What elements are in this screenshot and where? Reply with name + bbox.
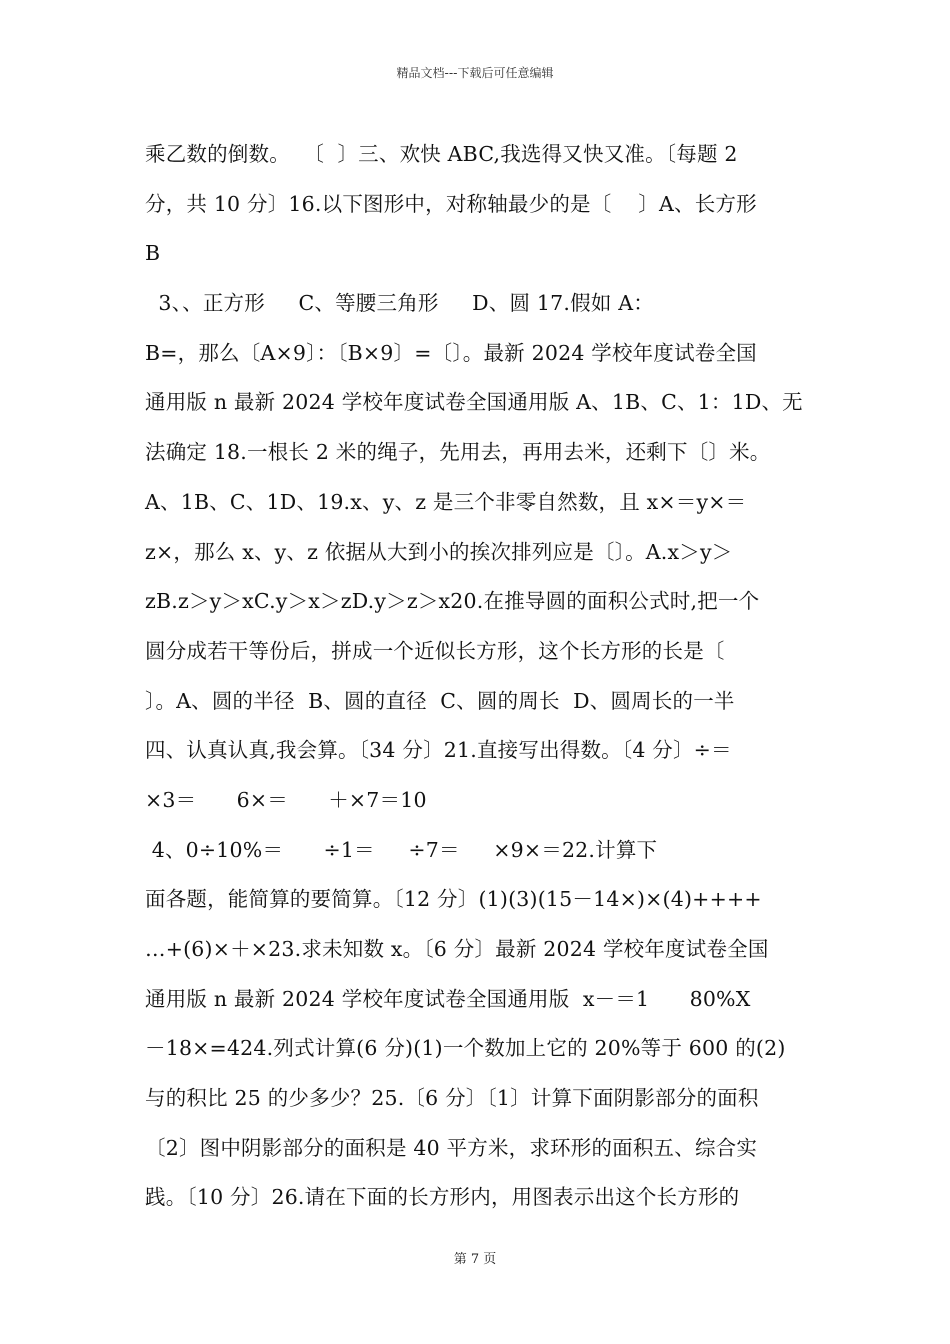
text-line: 践。〔10 分〕26.请在下面的长方形内，用图表示出这个长方形的 — [145, 1185, 740, 1210]
text-line: B=，那么〔A×9〕：〔B×9〕=〔〕。最新 2024 学校年度试卷全国 — [145, 340, 757, 365]
text-line: zB.z＞y＞xC.y＞x＞zD.y＞z＞x20.在推导圆的面积公式时,把一个 — [145, 589, 760, 614]
text-line: －18×=424.列式计算(6 分)(1)一个数加上它的 20%等于 600 的(2) — [145, 1036, 786, 1061]
text-line: A、1B、C、1D、19.x、y、z 是三个非零自然数，且 x×＝y×＝ — [145, 489, 747, 514]
page-number: 第 7 页 — [453, 1252, 497, 1267]
text-line: 〔2〕图中阴影部分的面积是 40 平方米，求环形的面积五、综合实 — [145, 1135, 758, 1160]
text-line: 四、认真认真,我会算。〔34 分〕21.直接写出得数。〔4 分〕÷＝ — [145, 738, 732, 763]
text-line: 法确定 18.一根长 2 米的绳子，先用去，再用去米，还剩下〔〕米。 — [145, 440, 771, 465]
document-body — [145, 130, 825, 1223]
text-line: …+(6)×＋×23.求未知数 x。〔6 分〕最新 2024 学校年度试卷全国 — [145, 937, 769, 961]
text-line: 分，共 10 分〕16.以下图形中，对称轴最少的是〔 〕A、长方形 — [145, 191, 757, 216]
text-line: 通用版 n 最新 2024 学校年度试卷全国通用版 A、1B、C、1：1D、无 — [145, 390, 803, 415]
text-line: 面各题，能简算的要简算。〔12 分〕(1)(3)(15－14×)×(4)++++ — [145, 887, 762, 912]
text-line: 圆分成若干等份后，拼成一个近似长方形，这个长方形的长是〔 — [145, 638, 725, 663]
text-line: 与的积比 25 的少多少？25.〔6 分〕〔1〕计算下面阴影部分的面积 — [145, 1086, 759, 1111]
text-line: 4、0÷10%＝ ÷1＝ ÷7＝ ×9×＝22.计算下 — [145, 837, 658, 862]
text-line: B — [145, 241, 161, 266]
text-line: 3、、正方形 C、等腰三角形 D、圆 17.假如 A： — [145, 291, 654, 316]
page-header: 精品文档---下载后可任意编辑 — [396, 66, 554, 80]
text-line: 〕。A、圆的半径 B、圆的直径 C、圆的周长 D、圆周长的一半 — [145, 688, 735, 713]
text-line: 通用版 n 最新 2024 学校年度试卷全国通用版 x－＝1 80%X — [145, 986, 751, 1011]
text-line: z×，那么 x、y、z 依据从大到小的挨次排列应是〔〕。A.x＞y＞ — [145, 539, 733, 564]
text-line: ×3＝ 6×＝ ＋×7＝10 — [145, 787, 427, 812]
text-line: 乘乙数的倒数。 〔 〕三、欢快 ABC,我选得又快又准。〔每题 2 — [145, 142, 738, 166]
